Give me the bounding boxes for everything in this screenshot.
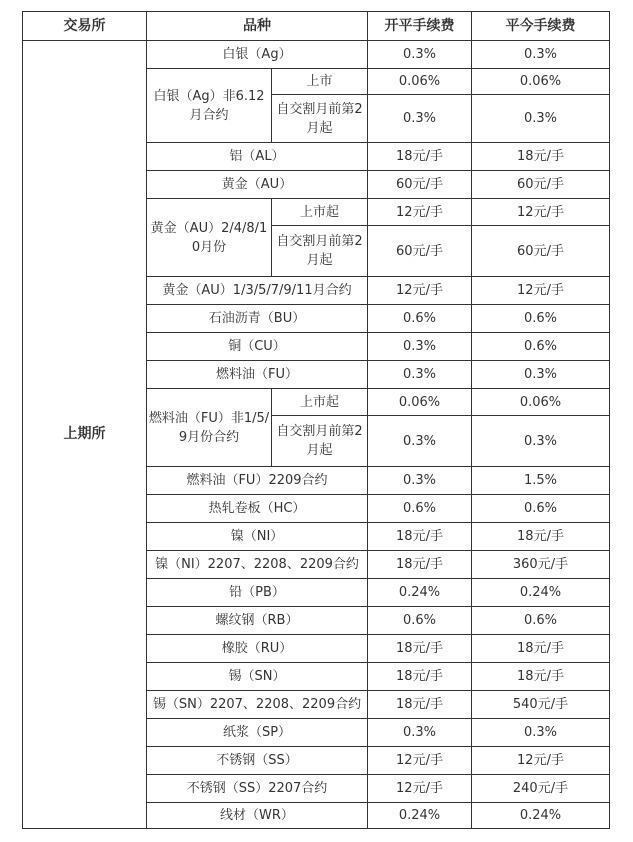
open-fee-cell: 12元/手 — [368, 775, 472, 803]
open-fee-cell: 0.3% — [368, 333, 472, 361]
today-fee-cell: 12元/手 — [472, 199, 610, 226]
open-fee-cell: 18元/手 — [368, 551, 472, 579]
open-fee-cell: 18元/手 — [368, 523, 472, 551]
sub-period-cell: 自交割月前第2月起 — [272, 416, 368, 467]
variety-cell: 锡（SN）2207、2208、2209合约 — [147, 691, 368, 719]
variety-cell: 纸浆（SP） — [147, 719, 368, 747]
today-fee-cell: 0.3% — [472, 719, 610, 747]
sub-period-cell: 自交割月前第2月起 — [272, 226, 368, 277]
open-fee-cell: 0.24% — [368, 579, 472, 607]
variety-cell: 镍（NI）2207、2208、2209合约 — [147, 551, 368, 579]
open-fee-cell: 60元/手 — [368, 171, 472, 199]
header-row — [23, 12, 610, 41]
variety-cell: 黄金（AU）1/3/5/7/9/11月合约 — [147, 277, 368, 305]
variety-cell: 橡胶（RU） — [147, 635, 368, 663]
variety-cell: 锡（SN） — [147, 663, 368, 691]
variety-cell: 铜（CU） — [147, 333, 368, 361]
open-fee-cell: 0.6% — [368, 305, 472, 333]
open-fee-cell: 0.6% — [368, 495, 472, 523]
variety-group-cell: 燃料油（FU）非1/5/9月份合约 — [147, 389, 272, 467]
variety-group-cell: 黄金（AU）2/4/8/10月份 — [147, 199, 272, 277]
today-fee-cell: 0.6% — [472, 333, 610, 361]
fee-table — [22, 11, 610, 829]
today-fee-cell: 60元/手 — [472, 226, 610, 277]
today-fee-cell: 60元/手 — [472, 171, 610, 199]
sub-period-cell: 上市 — [272, 69, 368, 95]
open-fee-cell: 12元/手 — [368, 199, 472, 226]
variety-cell: 螺纹钢（RB） — [147, 607, 368, 635]
table-row — [23, 41, 610, 69]
open-fee-cell: 18元/手 — [368, 143, 472, 171]
open-fee-cell: 60元/手 — [368, 226, 472, 277]
today-fee-cell: 0.6% — [472, 495, 610, 523]
open-fee-cell: 0.3% — [368, 361, 472, 389]
open-fee-cell: 12元/手 — [368, 747, 472, 775]
today-fee-cell: 0.06% — [472, 389, 610, 416]
open-fee-cell: 12元/手 — [368, 277, 472, 305]
variety-group-cell: 白银（Ag）非6.12月合约 — [147, 69, 272, 143]
variety-cell: 线材（WR） — [147, 803, 368, 829]
today-fee-cell: 18元/手 — [472, 523, 610, 551]
today-fee-cell: 240元/手 — [472, 775, 610, 803]
exchange-cell: 上期所 — [23, 41, 147, 829]
open-fee-cell: 0.3% — [368, 41, 472, 69]
variety-cell: 白银（Ag） — [147, 41, 368, 69]
today-fee-cell: 0.3% — [472, 416, 610, 467]
open-fee-cell: 0.3% — [368, 719, 472, 747]
today-fee-cell: 360元/手 — [472, 551, 610, 579]
header-today-fee: 平今手续费 — [472, 12, 610, 41]
variety-cell: 铝（AL） — [147, 143, 368, 171]
open-fee-cell: 0.3% — [368, 416, 472, 467]
variety-cell: 黄金（AU） — [147, 171, 368, 199]
open-fee-cell: 0.06% — [368, 69, 472, 95]
today-fee-cell: 1.5% — [472, 467, 610, 495]
open-fee-cell: 0.24% — [368, 803, 472, 829]
today-fee-cell: 18元/手 — [472, 663, 610, 691]
open-fee-cell: 18元/手 — [368, 663, 472, 691]
open-fee-cell: 18元/手 — [368, 691, 472, 719]
today-fee-cell: 18元/手 — [472, 143, 610, 171]
header-variety: 品种 — [147, 12, 368, 41]
header-exchange: 交易所 — [23, 12, 147, 41]
open-fee-cell: 18元/手 — [368, 635, 472, 663]
today-fee-cell: 0.6% — [472, 607, 610, 635]
open-fee-cell: 0.3% — [368, 95, 472, 143]
variety-cell: 燃料油（FU）2209合约 — [147, 467, 368, 495]
variety-cell: 不锈钢（SS）2207合约 — [147, 775, 368, 803]
today-fee-cell: 0.3% — [472, 361, 610, 389]
today-fee-cell: 0.6% — [472, 305, 610, 333]
variety-cell: 镍（NI） — [147, 523, 368, 551]
today-fee-cell: 12元/手 — [472, 277, 610, 305]
variety-cell: 不锈钢（SS） — [147, 747, 368, 775]
today-fee-cell: 0.24% — [472, 579, 610, 607]
today-fee-cell: 0.3% — [472, 95, 610, 143]
today-fee-cell: 18元/手 — [472, 635, 610, 663]
open-fee-cell: 0.3% — [368, 467, 472, 495]
sub-period-cell: 自交割月前第2月起 — [272, 95, 368, 143]
today-fee-cell: 0.3% — [472, 41, 610, 69]
sub-period-cell: 上市起 — [272, 199, 368, 226]
open-fee-cell: 0.6% — [368, 607, 472, 635]
header-open-fee: 开平手续费 — [368, 12, 472, 41]
today-fee-cell: 0.06% — [472, 69, 610, 95]
variety-cell: 热轧卷板（HC） — [147, 495, 368, 523]
today-fee-cell: 540元/手 — [472, 691, 610, 719]
open-fee-cell: 0.06% — [368, 389, 472, 416]
variety-cell: 石油沥青（BU） — [147, 305, 368, 333]
sub-period-cell: 上市起 — [272, 389, 368, 416]
today-fee-cell: 12元/手 — [472, 747, 610, 775]
variety-cell: 燃料油（FU） — [147, 361, 368, 389]
today-fee-cell: 0.24% — [472, 803, 610, 829]
variety-cell: 铅（PB） — [147, 579, 368, 607]
